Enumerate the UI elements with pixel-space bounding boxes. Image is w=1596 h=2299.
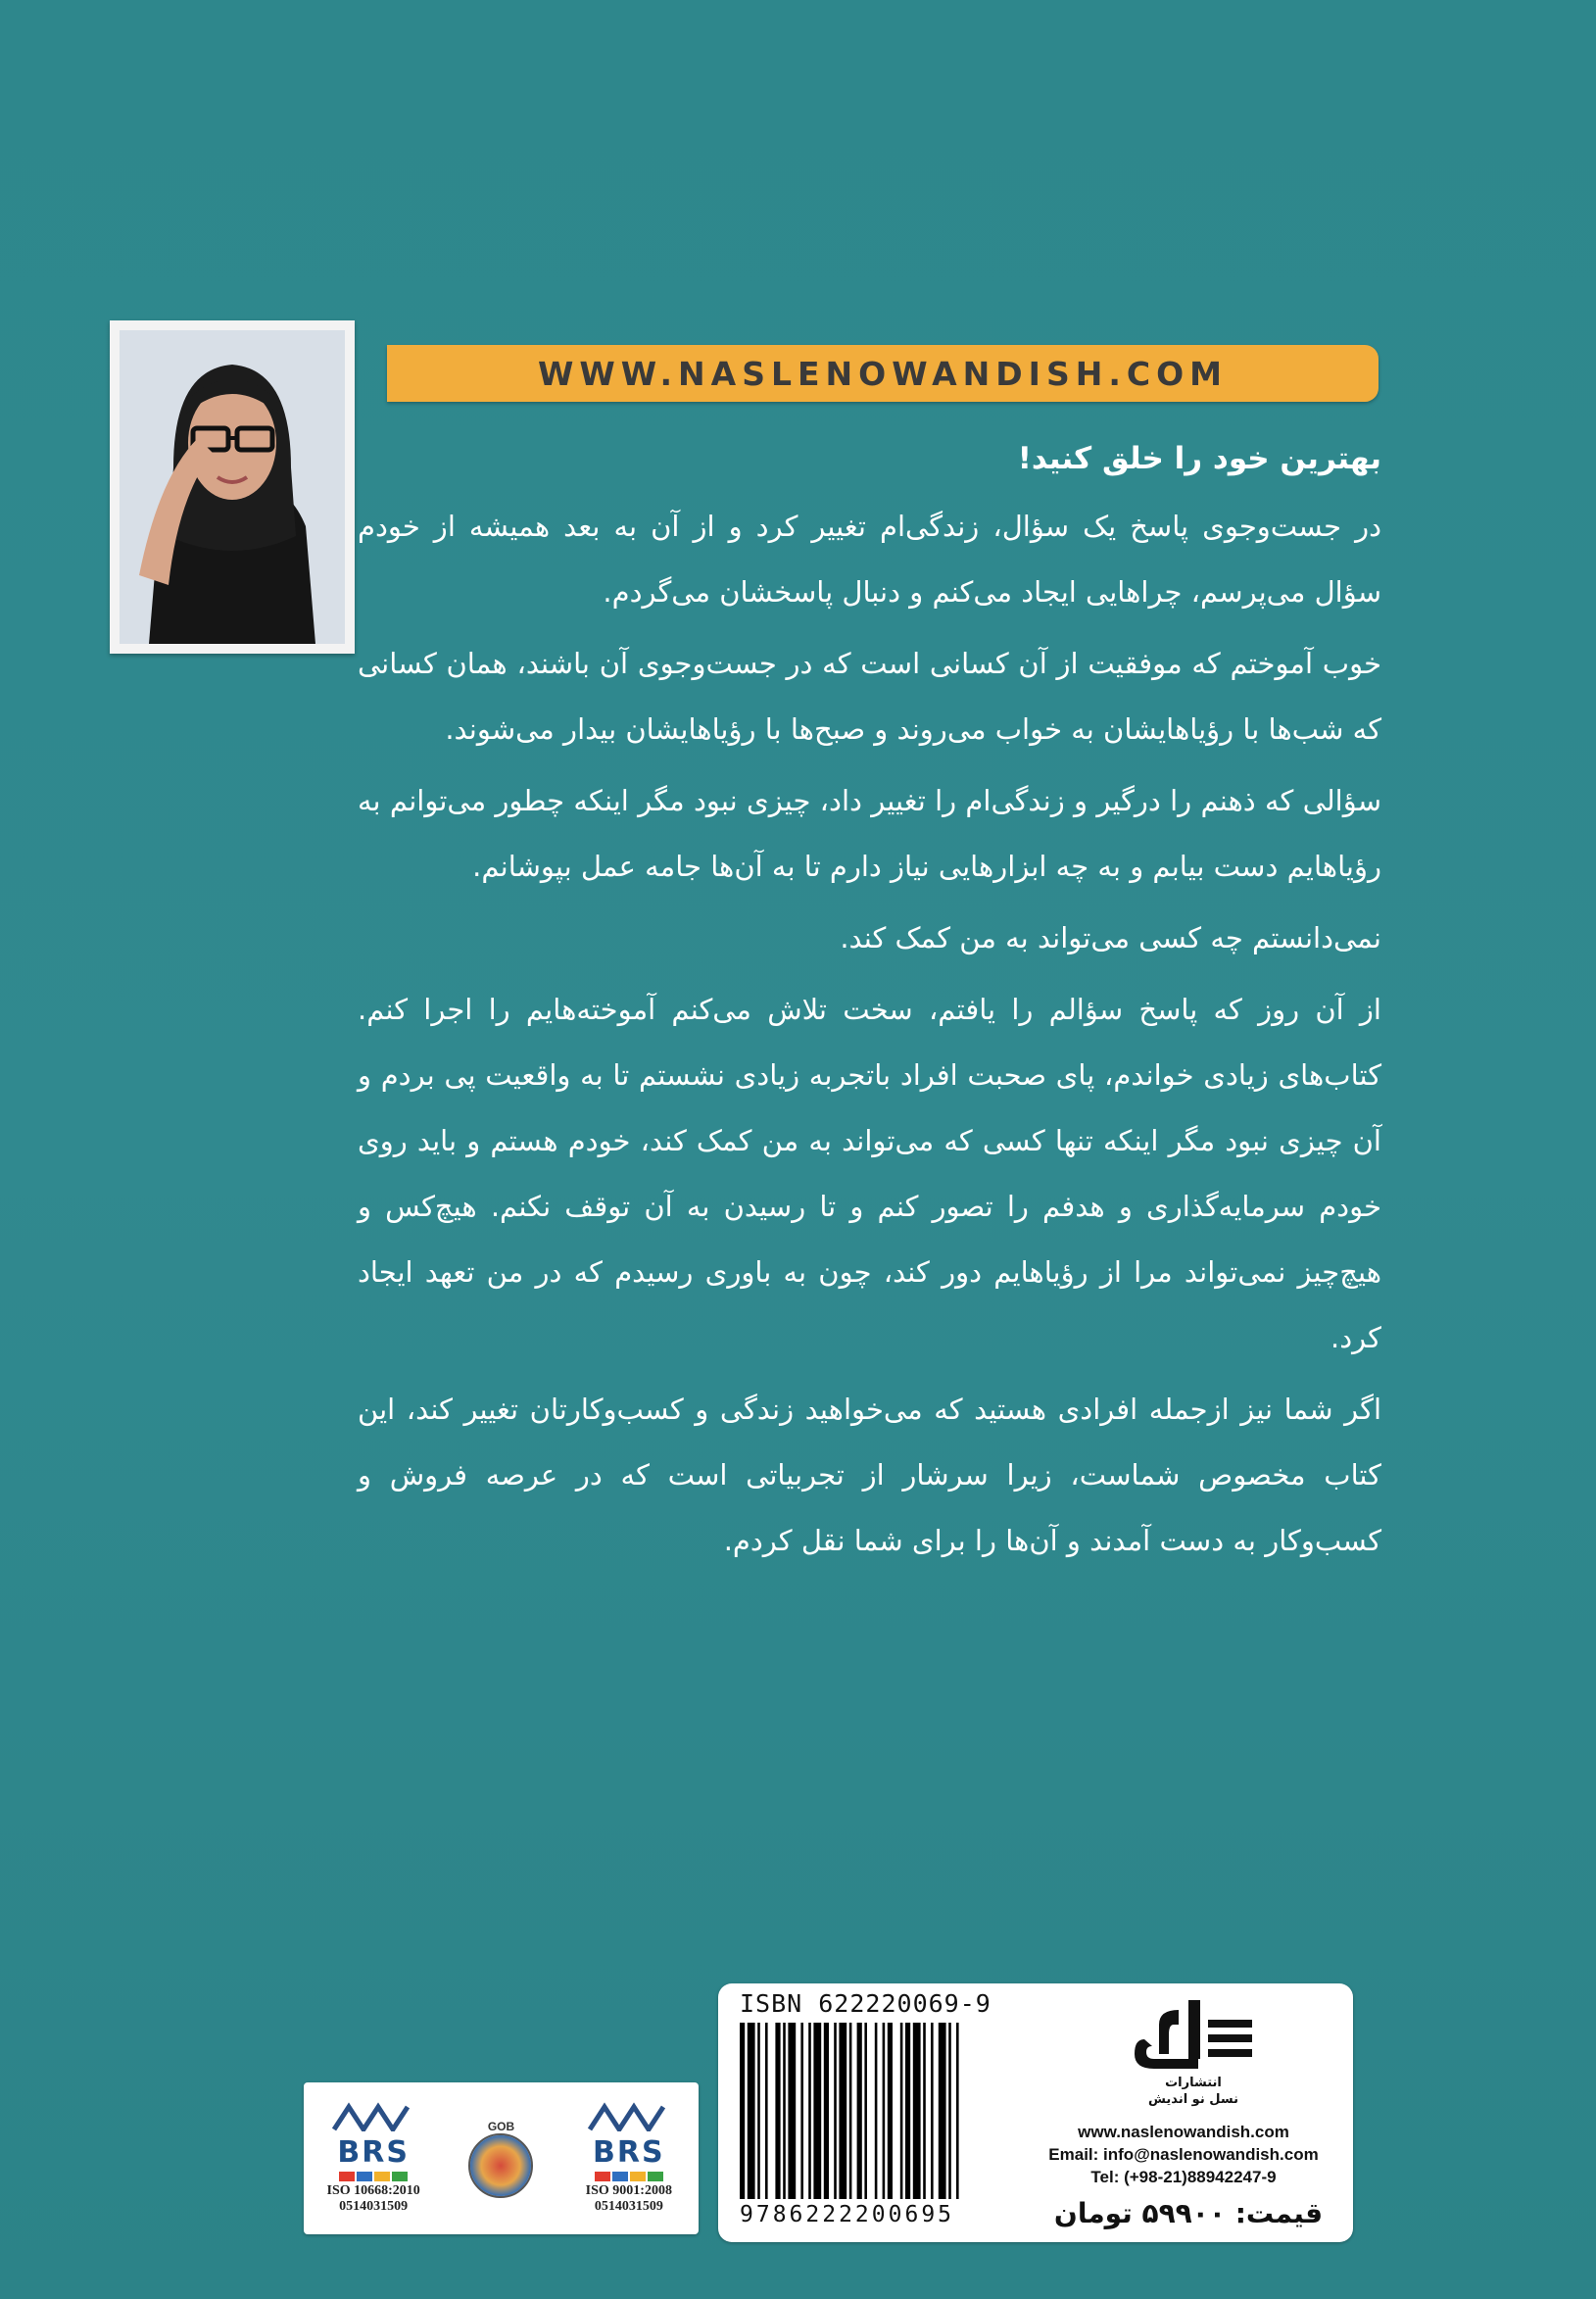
barcode-bar [905,2023,910,2199]
barcode-bar [740,2023,745,2199]
barcode-bar [875,2023,878,2199]
publisher-contact [1017,2121,1350,2188]
brs-badge [570,2102,688,2215]
price-label: قیمت: ۵۹۹۰۰ تومان [1053,2197,1324,2229]
cert-standard: ISO 10668:2010 [326,2183,420,2198]
publisher-email: Email: info@naslenowandish.com [1048,2145,1319,2164]
blurb-paragraph: خوب آموختم که موفقیت از آن کسانی است که در جست‌وجوی آن باشند، همان کسانی که شب‌ها با رؤیاهایشان به خواب می‌روند و صبح‌ها با رؤیاهایشان بیدار می‌شوند. [358,647,1381,746]
barcode-bar [839,2023,846,2199]
publisher-tel: Tel: (+98-21)88942247-9 [1090,2168,1277,2186]
blurb-paragraph: در جست‌وجوی پاسخ یک سؤال، زندگی‌ام تغییر کرد و از آن به بعد همیشه از خودم سؤال می‌پرسم، چراهایی ایجاد می‌کنم و دنبال پاسخشان می‌گردم. [358,510,1381,609]
certification-badges [304,2082,699,2234]
publisher-info-box [718,1983,1353,2242]
barcode-bar [748,2023,755,2199]
barcode [736,2023,1030,2199]
barcode-bar [900,2023,903,2199]
barcode-bar [808,2023,811,2199]
website-banner-text: WWW.NASLENOWANDISH.COM [538,354,1228,393]
barcode-digits: 9786222200695 [740,2202,955,2227]
barcode-bar [824,2023,829,2199]
author-photo [110,320,355,654]
blurb-paragraph: از آن روز که پاسخ سؤالم را یافتم، سخت تلاش می‌کنم آموخته‌هایم را اجرا کنم. کتاب‌های زیادی خواندم، پای صحبت افراد باتجربه زیادی نشستم تا به واقعیت پی بردم و آن چیزی نبود مگر اینکه تنها کسی که می‌تواند به من کمک کند، خودم هستم و باید روی خودم سرمایه‌گذاری و هدفم را تصور کنم و تا رسیدن به آن توقف نکنم. هیچ‌کس و هیچ‌چیز نمی‌تواند مرا از رؤیاهایم دور کند، چون به باوری رسیدم که در من تعهد ایجاد کرد. [358,993,1381,1354]
barcode-bar [757,2023,760,2199]
publisher-name [1120,2075,1267,2108]
barcode-bar [956,2023,959,2199]
gob-badge [454,2120,548,2198]
cert-standard: ISO 9001:2008 [585,2183,672,2198]
barcode-bar [931,2023,934,2199]
barcode-bar [765,2023,768,2199]
barcode-bar [948,2023,951,2199]
barcode-bar [864,2023,867,2199]
barcode-bar [913,2023,921,2199]
blurb-paragraph: نمی‌دانستم چه کسی می‌تواند به من کمک کند. [840,921,1381,954]
barcode-bar [775,2023,780,2199]
brs-logo-icon [329,2102,417,2131]
barcode-bar [788,2023,796,2199]
brs-mark: BRS [337,2135,410,2170]
barcode-bar [783,2023,786,2199]
publisher-name-text: نسل نو اندیش [1148,2092,1238,2107]
barcode-bar [888,2023,893,2199]
cert-number: 0514031509 [594,2199,663,2214]
author-portrait-image [120,330,345,644]
blurb-paragraph: سؤالی که ذهنم را درگیر و زندگی‌ام را تغییر داد، چیزی نبود مگر اینکه چطور می‌توانم به رؤیاهایم دست بیابم و به چه ابزارهایی نیاز دارم تا به آن‌ها جامه عمل بپوشانم. [358,784,1381,883]
barcode-bar [813,2023,821,2199]
gob-mark: GOB [487,2119,515,2133]
publisher-website: www.naslenowandish.com [1078,2123,1289,2141]
barcode-bar [834,2023,837,2199]
brs-logo-icon [585,2102,673,2131]
barcode-bar [849,2023,852,2199]
brs-color-bars [570,2172,688,2181]
brs-color-bars [314,2172,432,2181]
brs-badge [314,2102,432,2215]
isbn-label: ISBN 622220069-9 [740,1989,991,2018]
barcode-bar [923,2023,926,2199]
blurb-title: بهترین خود را خلق کنید! [1017,441,1381,476]
website-banner [387,345,1378,402]
publisher-label-small: انتشارات [1165,2076,1222,2090]
back-cover-blurb [358,431,1381,1580]
cert-number: 0514031509 [339,2199,409,2214]
barcode-bar [939,2023,946,2199]
brs-mark: BRS [593,2135,665,2170]
barcode-bar [883,2023,886,2199]
barcode-bar [857,2023,862,2199]
gob-seal-icon [468,2133,533,2198]
barcode-bar [800,2023,803,2199]
blurb-paragraph: اگر شما نیز ازجمله افرادی هستید که می‌خواهید زندگی و کسب‌وکارتان تغییر کند، این کتاب مخصوص شماست، زیرا سرشار از تجربیاتی است که در عرصه فروش و کسب‌وکار به دست آمدند و آن‌ها را برای شما نقل کردم. [358,1393,1381,1557]
